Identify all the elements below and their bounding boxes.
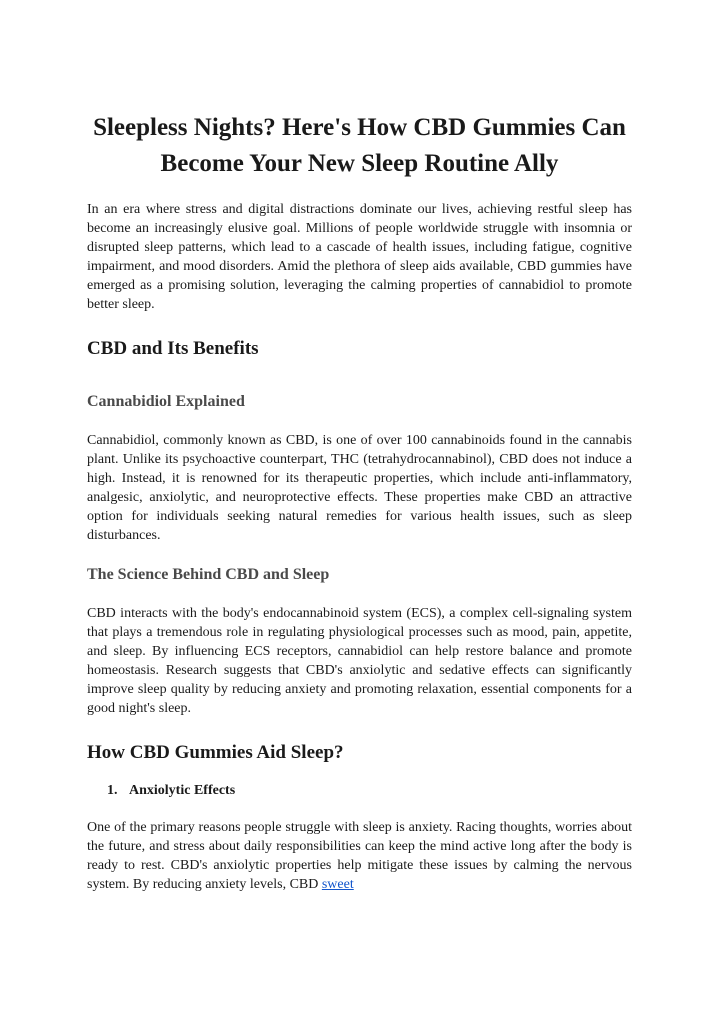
subheading-science-cbd-sleep: The Science Behind CBD and Sleep — [87, 566, 330, 583]
section-heading-cbd-benefits: CBD and Its Benefits — [87, 338, 259, 359]
cannabidiol-explained-paragraph: Cannabidiol, commonly known as CBD, is one of over 100 cannabinoids found in the cannabis plant. Unlike its psychoactive counterpart, THC (tetrahydrocannabinol), CBD does not induce a high. Instead, it is renowned for its therapeutic properties, which include anti-inflammatory, analgesic, anxiolytic, and neuroprotective effects. These properties make CBD an attractive option for individuals seeking natural remedies for various health issues, such as sleep disturbances. — [87, 433, 632, 543]
list-item-number: 1. — [107, 783, 118, 798]
list-item-anxiolytic-effects — [107, 781, 632, 801]
science-cbd-sleep-paragraph: CBD interacts with the body's endocannabinoid system (ECS), a complex cell-signaling system that plays a tremendous role in regulating physiological processes such as mood, pain, appetite, and sleep. By influencing ECS receptors, cannabidiol can help restore balance and promote homeostasis. Research suggests that CBD's anxiolytic and sedative effects can significantly improve sleep quality by reducing anxiety and promoting relaxation, essential components for a good night's sleep. — [87, 606, 632, 716]
anxiolytic-effects-text: One of the primary reasons people struggle with sleep is anxiety. Racing thoughts, worries about the future, and stress about daily responsibilities can keep the mind active long after the body is ready to rest. CBD's anxiolytic properties help mitigate these issues by calming the nervous system. By reducing anxiety levels, CBD — [87, 820, 632, 892]
document-page — [87, 0, 632, 894]
anxiolytic-effects-paragraph — [87, 818, 632, 894]
subheading-cannabidiol-explained: Cannabidiol Explained — [87, 393, 245, 410]
section-heading-how-gummies-aid-sleep: How CBD Gummies Aid Sleep? — [87, 742, 344, 763]
list-item-label: Anxiolytic Effects — [129, 783, 236, 798]
intro-paragraph: In an era where stress and digital distractions dominate our lives, achieving restful sleep has become an increasingly elusive goal. Millions of people worldwide struggle with insomnia or disrupted sleep patterns, which lead to a cascade of health issues, including fatigue, cognitive impairment, and mood disorders. Amid the plethora of sleep aids available, CBD gummies have emerged as a promising solution, leveraging the calming properties of cannabidiol to promote better sleep. — [87, 202, 632, 312]
sweet-link[interactable]: sweet — [321, 877, 354, 892]
article-title: Sleepless Nights? Here's How CBD Gummies Can Become Your New Sleep Routine Ally — [93, 114, 626, 177]
